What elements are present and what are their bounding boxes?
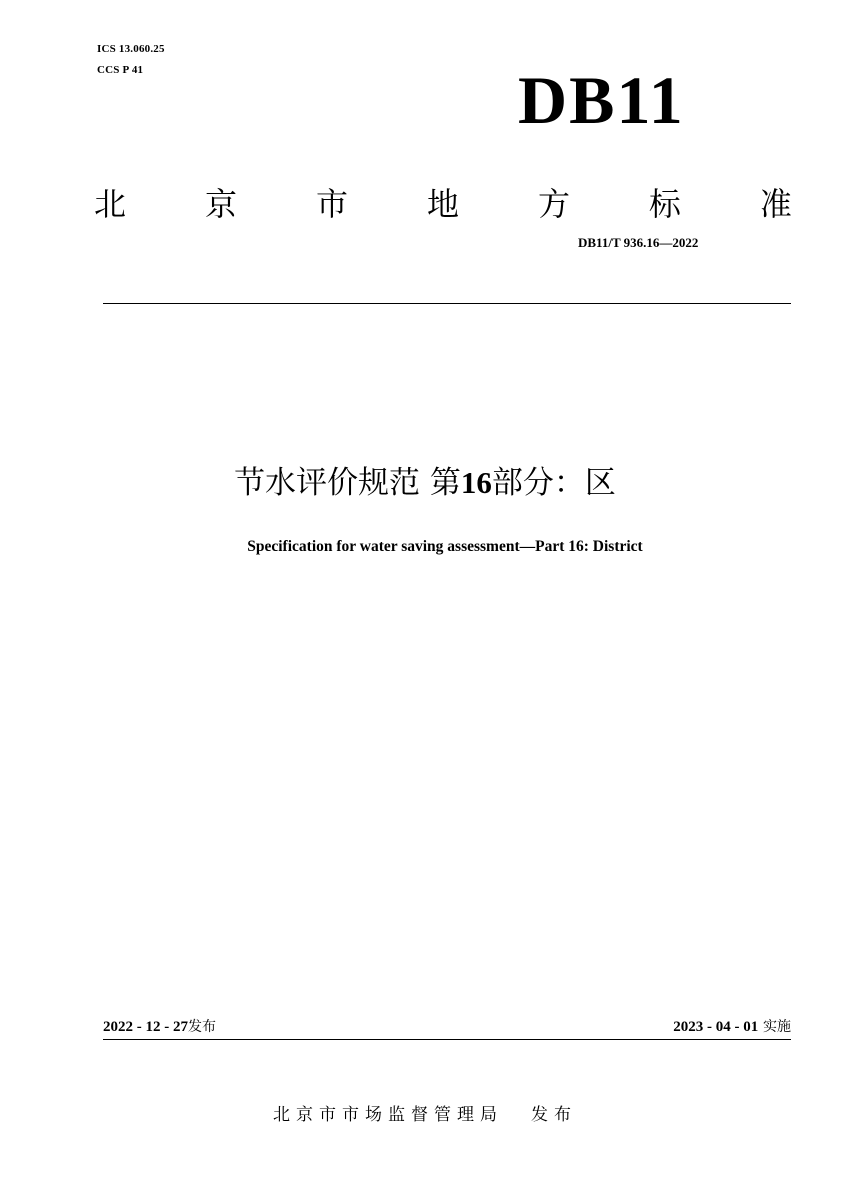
title-cn-part-number: 16 <box>460 465 492 500</box>
ics-code: ICS 13.060.25 <box>97 43 165 55</box>
authority-title-char: 地 <box>426 185 459 223</box>
issuer-action: 发布 <box>531 1105 577 1125</box>
authority-title-char: 市 <box>315 185 348 223</box>
bottom-divider <box>103 1039 791 1040</box>
title-cn-prefix: 节水评价规范 第 <box>234 465 461 501</box>
authority-title-char: 标 <box>648 185 681 223</box>
title-cn-suffix: 部分：区 <box>491 465 616 501</box>
implementation-date <box>673 1019 791 1035</box>
implementation-date-value: 2023 - 04 - 01 <box>673 1019 759 1035</box>
issue-date-value: 2022 - 12 - 27 <box>103 1019 188 1035</box>
ccs-code: CCS P 41 <box>97 64 144 76</box>
issue-date <box>103 1019 216 1035</box>
issuer <box>0 1100 850 1125</box>
authority-title-char: 北 <box>94 185 127 223</box>
title-chinese <box>0 466 850 500</box>
top-divider <box>103 303 791 304</box>
db-code: DB11 <box>518 62 685 138</box>
title-english: Specification for water saving assessment—Part 16: District <box>247 538 643 555</box>
issuer-name: 北京市市场监督管理局 <box>273 1105 503 1125</box>
implementation-date-label: 实施 <box>763 1019 791 1035</box>
authority-title-char: 京 <box>204 185 237 223</box>
authority-title-char: 方 <box>537 185 570 223</box>
standard-number: DB11/T 936.16—2022 <box>578 235 699 250</box>
authority-title <box>94 185 792 223</box>
authority-title-char: 准 <box>759 185 792 223</box>
issue-date-label: 发布 <box>188 1019 216 1035</box>
